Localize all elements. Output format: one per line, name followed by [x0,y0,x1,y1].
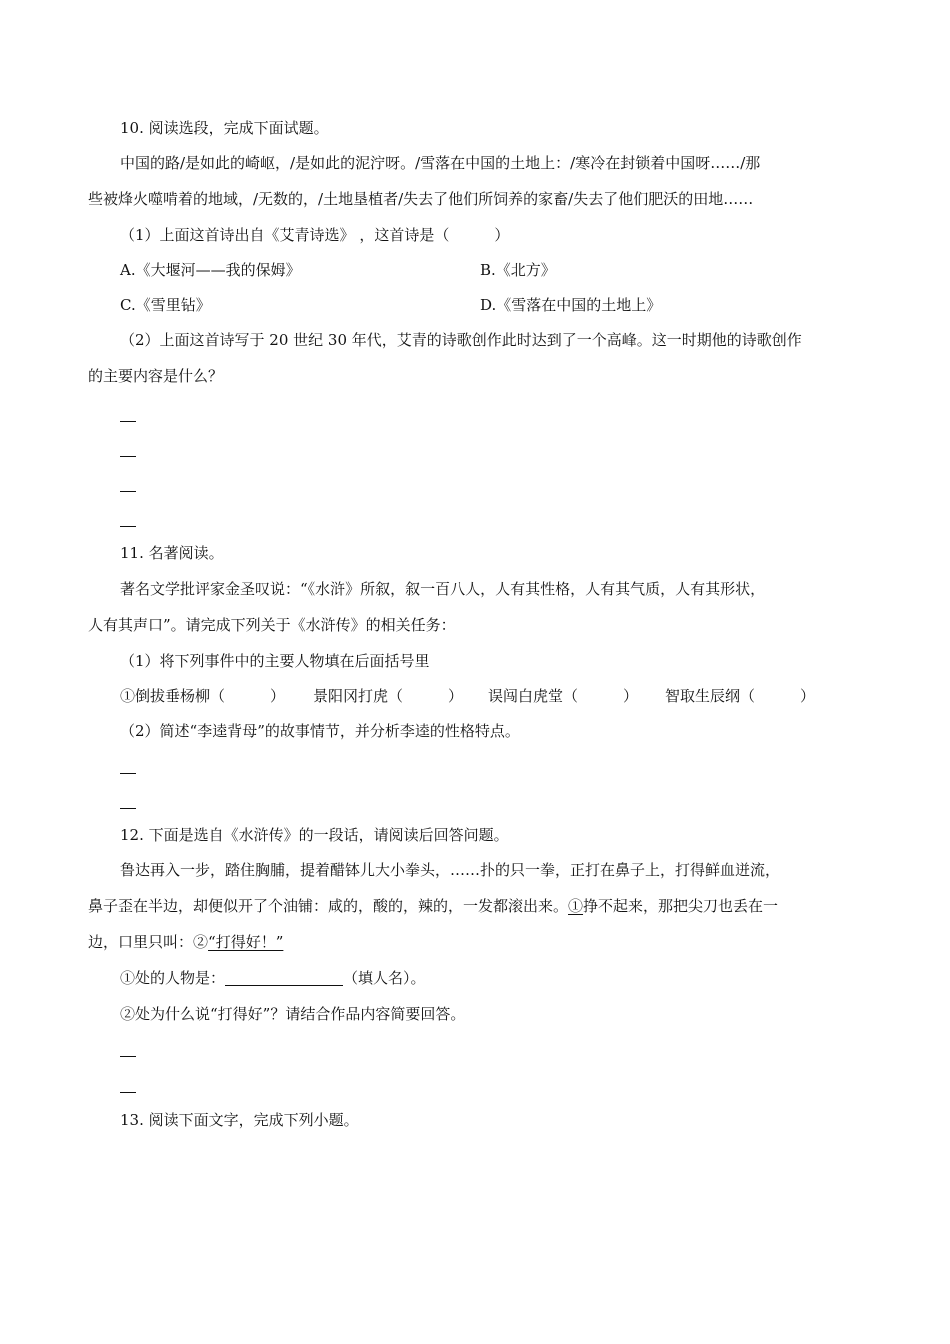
q12-title: 12. 下面是选自《水浒传》的一段话，请阅读后回答问题。 [120,826,509,844]
q12-quote: “打得好！” [208,933,284,951]
answer-line [120,808,136,809]
q12-mark-1: ① [568,897,584,915]
fill-blank[interactable] [225,969,343,986]
q10-sub1: （1）上面这首诗出自《艾青诗选》 ，这首诗是（ ） [120,226,510,244]
q12-passage-line3 [88,932,283,952]
q12-ask1-label: ①处的人物是： [120,969,226,987]
answer-line [120,1092,136,1093]
answer-line [120,491,136,492]
q12-passage-line2-rest: 挣不起来，那把尖刀也丢在一 [583,897,779,915]
answer-line [120,1056,136,1057]
q10-sub2-line1: （2）上面这首诗写于 20 世纪 30 年代，艾青的诗歌创作此时达到了一个高峰。这一时期他的诗歌创作 [120,331,802,349]
answer-line [120,456,136,457]
q10-option-d: D.《雪落在中国的土地上》 [480,296,662,314]
q12-passage-line3-text: 边，口里只叫： [88,933,194,951]
q11-event-4: 智取生辰纲（ ） [665,687,816,705]
q10-option-c: C.《雪里钻》 [120,296,211,314]
q13-title: 13. 阅读下面文字，完成下列小题。 [120,1111,359,1129]
q12-mark-2: ② [193,933,209,951]
q10-sub2-line2: 的主要内容是什么？ [88,367,224,385]
q11-sub1: （1）将下列事件中的主要人物填在后面括号里 [120,652,430,670]
q10-passage-line1: 中国的路/是如此的崎岖，/是如此的泥泞呀。/雪落在中国的土地上：/寒冷在封锁着中国呀……/那 [120,154,761,172]
q12-ask1-hint: （填人名）。 [343,969,426,987]
q12-passage-line2-text: 鼻子歪在半边，却便似开了个油铺：咸的，酸的，辣的，一发都滚出来。 [88,897,569,915]
q12-passage-line2 [88,896,778,916]
q12-ask2: ②处为什么说“打得好”？请结合作品内容简要回答。 [120,1005,466,1023]
q11-intro-line2: 人有其声口”。请完成下列关于《水浒传》的相关任务： [88,616,456,634]
q11-event-1: ①倒拔垂杨柳（ ） [120,687,286,705]
answer-line [120,773,136,774]
q10-passage-line2: 些被烽火噬啃着的地域，/无数的，/土地垦植者/失去了他们所饲养的家畜/失去了他们肥沃的田地…… [88,190,754,208]
q12-ask1 [120,968,426,988]
answer-line [120,421,136,422]
q10-title: 10. 阅读选段，完成下面试题。 [120,119,329,137]
q11-sub2: （2）简述“李逵背母”的故事情节，并分析李逵的性格特点。 [120,722,520,740]
q11-title: 11. 名著阅读。 [120,544,224,562]
q10-option-b: B.《北方》 [480,261,556,279]
q11-event-2: 景阳冈打虎（ ） [313,687,464,705]
q12-passage-line1: 鲁达再入一步，踏住胸脯，提着醋钵儿大小拳头，……扑的只一拳，正打在鼻子上，打得鲜血迸流， [120,861,781,879]
q11-event-3: 误闯白虎堂（ ） [488,687,639,705]
q11-intro-line1: 著名文学批评家金圣叹说：“《水浒》所叙，叙一百八人，人有其性格，人有其气质，人有其形状， [120,580,766,598]
q10-option-a: A.《大堰河——我的保姆》 [120,261,301,279]
answer-line [120,526,136,527]
